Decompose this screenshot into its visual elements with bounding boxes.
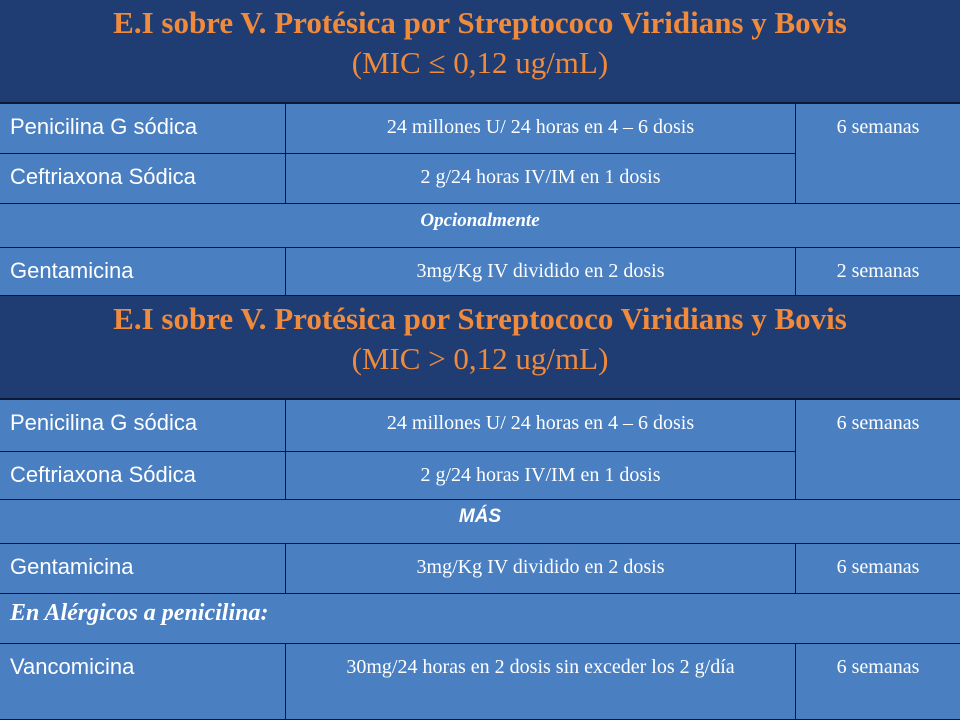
section-title-2: E.I sobre V. Protésica por Streptococo Viridians y Bovis — [113, 301, 847, 336]
drug-cell: Ceftriaxona Sódica — [0, 452, 286, 500]
dose-cell: 24 millones U/ 24 horas en 4 – 6 dosis — [286, 400, 796, 452]
duration-cell: 6 semanas — [796, 104, 960, 204]
drug-cell: Gentamicina — [0, 248, 286, 296]
section-title-1: E.I sobre V. Protésica por Streptococo Viridians y Bovis — [113, 5, 847, 40]
section-header-2 — [0, 296, 960, 400]
duration-cell: 6 semanas — [796, 644, 960, 720]
note-row: Opcionalmente — [0, 204, 960, 248]
drug-cell: Vancomicina — [0, 644, 286, 720]
dose-cell: 24 millones U/ 24 horas en 4 – 6 dosis — [286, 104, 796, 154]
dose-cell: 30mg/24 horas en 2 dosis sin exceder los 2 g/día — [286, 644, 796, 720]
drug-cell: Ceftriaxona Sódica — [0, 154, 286, 204]
section-subtitle-2: (MIC > 0,12 ug/mL) — [351, 341, 609, 376]
dose-cell: 3mg/Kg IV dividido en 2 dosis — [286, 248, 796, 296]
dose-cell: 2 g/24 horas IV/IM en 1 dosis — [286, 154, 796, 204]
duration-cell: 6 semanas — [796, 400, 960, 500]
duration-cell: 6 semanas — [796, 544, 960, 594]
drug-cell: Gentamicina — [0, 544, 286, 594]
drug-cell: Penicilina G sódica — [0, 104, 286, 154]
duration-cell: 2 semanas — [796, 248, 960, 296]
section-header-1 — [0, 0, 960, 104]
section-subtitle-1: (MIC ≤ 0,12 ug/mL) — [351, 45, 609, 80]
drug-cell: Penicilina G sódica — [0, 400, 286, 452]
note-row: MÁS — [0, 500, 960, 544]
dose-cell: 3mg/Kg IV dividido en 2 dosis — [286, 544, 796, 594]
dose-cell: 2 g/24 horas IV/IM en 1 dosis — [286, 452, 796, 500]
allergy-label: En Alérgicos a penicilina: — [0, 594, 960, 644]
